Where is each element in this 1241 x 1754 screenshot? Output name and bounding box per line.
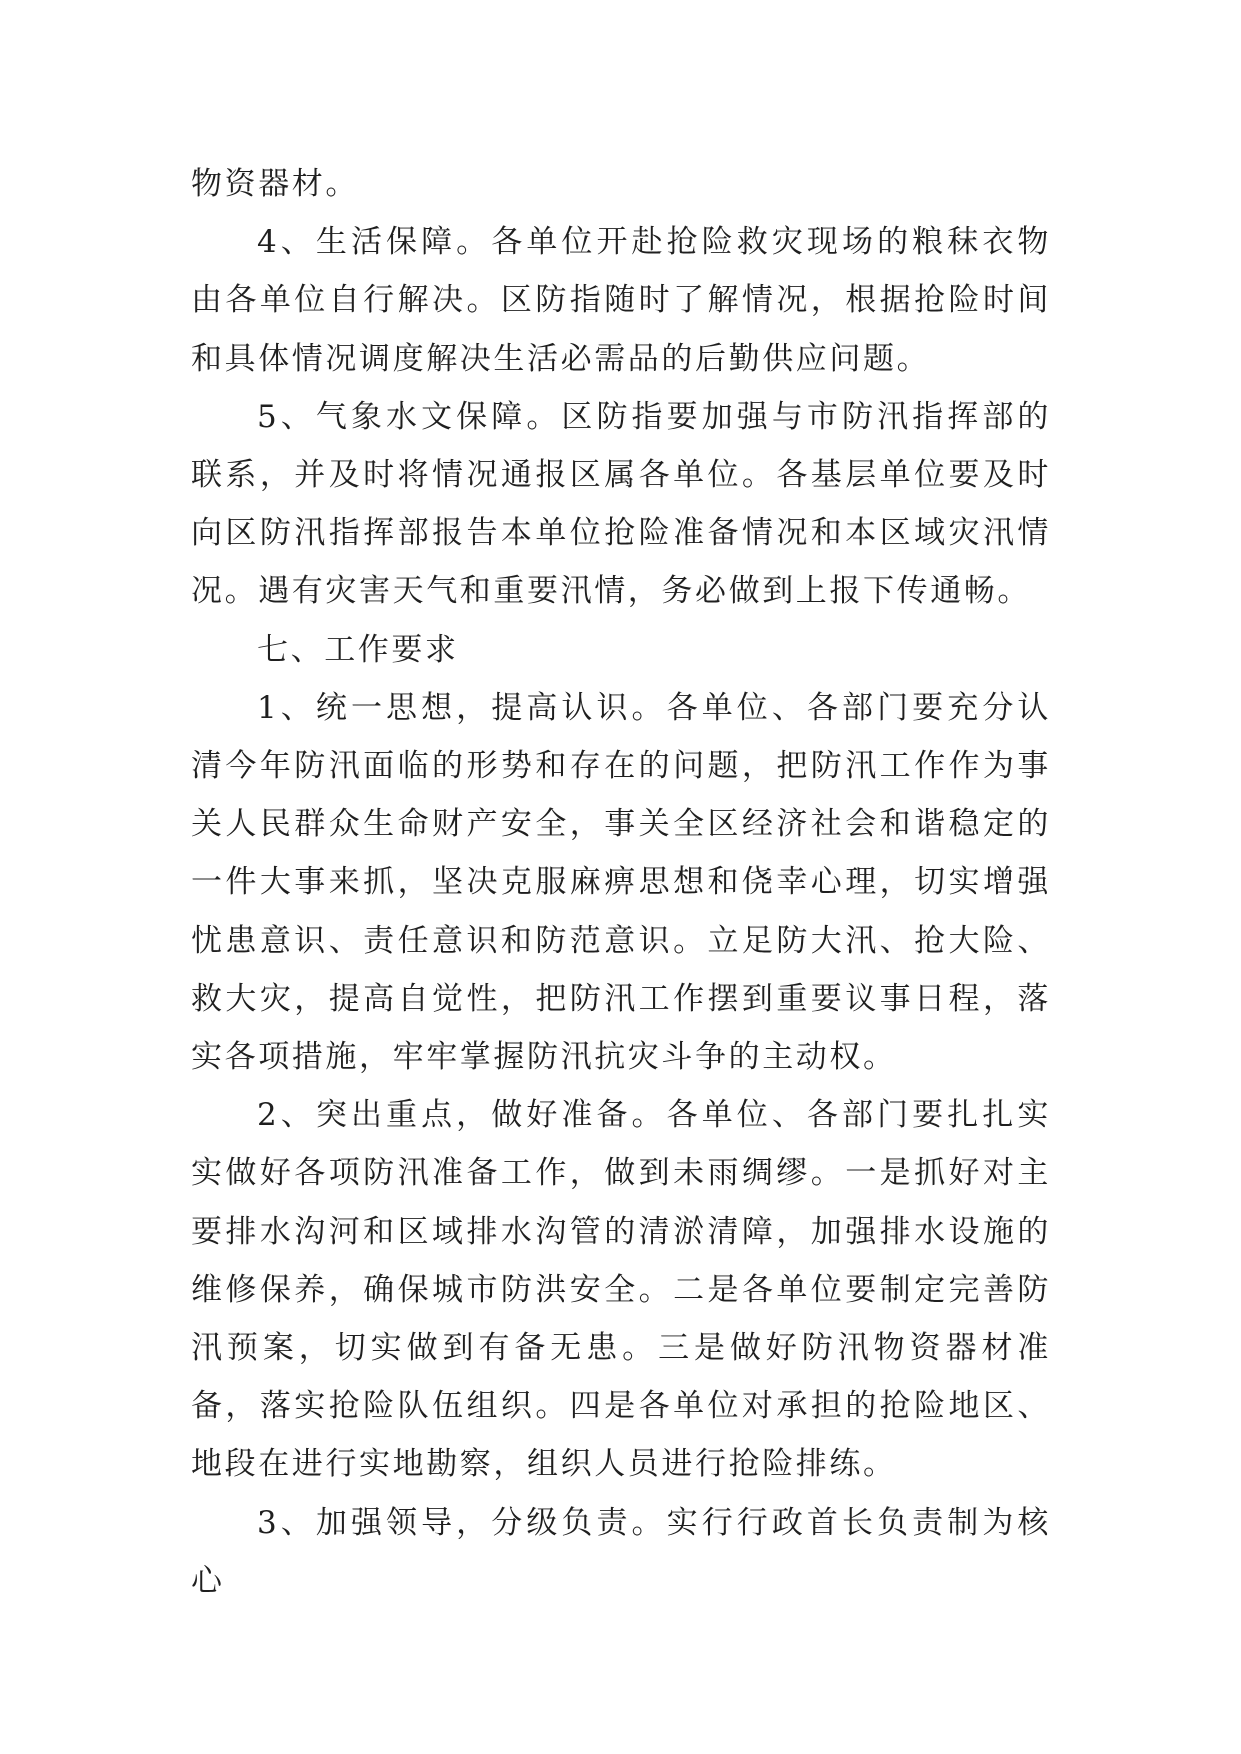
paragraph-strengthen-leadership: 3、加强领导，分级负责。实行行政首长负责制为核心	[191, 1504, 1051, 1599]
paragraph-highlight-priorities: 2、突出重点，做好准备。各单位、各部门要扎扎实实做好各项防汛准备工作，做到未雨绸缪。一是抓好对主要排水沟河和区域排水沟管的清淤清障，加强排水设施的维修保养，确保城市防洪安全。二是各单位要制定完善防汛预案，切实做到有备无患。三是做好防汛物资器材准备，落实抢险队伍组织。四是各单位对承担的抢险地区、地段在进行实地勘察，组织人员进行抢险排练。	[191, 1097, 1051, 1483]
section-heading-work-requirements: 七、工作要求	[257, 631, 459, 668]
paragraph-unify-thinking: 1、统一思想，提高认识。各单位、各部门要充分认清今年防汛面临的形势和存在的问题，把防汛工作作为事关人民群众生命财产安全，事关全区经济社会和谐稳定的一件大事来抓，坚决克服麻痹思想和侥幸心理，切实增强忧患意识、责任意识和防范意识。立足防大汛、抢大险、救大灾，提高自觉性，把防汛工作摆到重要议事日程，落实各项措施，牢牢掌握防汛抗灾斗争的主动权。	[191, 689, 1051, 1076]
paragraph-living-support: 4、生活保障。各单位开赴抢险救灾现场的粮秣衣物由各单位自行解决。区防指随时了解情况，根据抢险时间和具体情况调度解决生活必需品的后勤供应问题。	[191, 224, 1051, 377]
paragraph-continuation: 物资器材。	[191, 166, 359, 202]
document-body	[191, 155, 1051, 1610]
paragraph-weather-hydrology: 5、气象水文保障。区防指要加强与市防汛指挥部的联系，并及时将情况通报区属各单位。各基层单位要及时向区防汛指挥部报告本单位抢险准备情况和本区域灾汛情况。遇有灾害天气和重要汛情，务必做到上报下传通畅。	[191, 398, 1051, 610]
